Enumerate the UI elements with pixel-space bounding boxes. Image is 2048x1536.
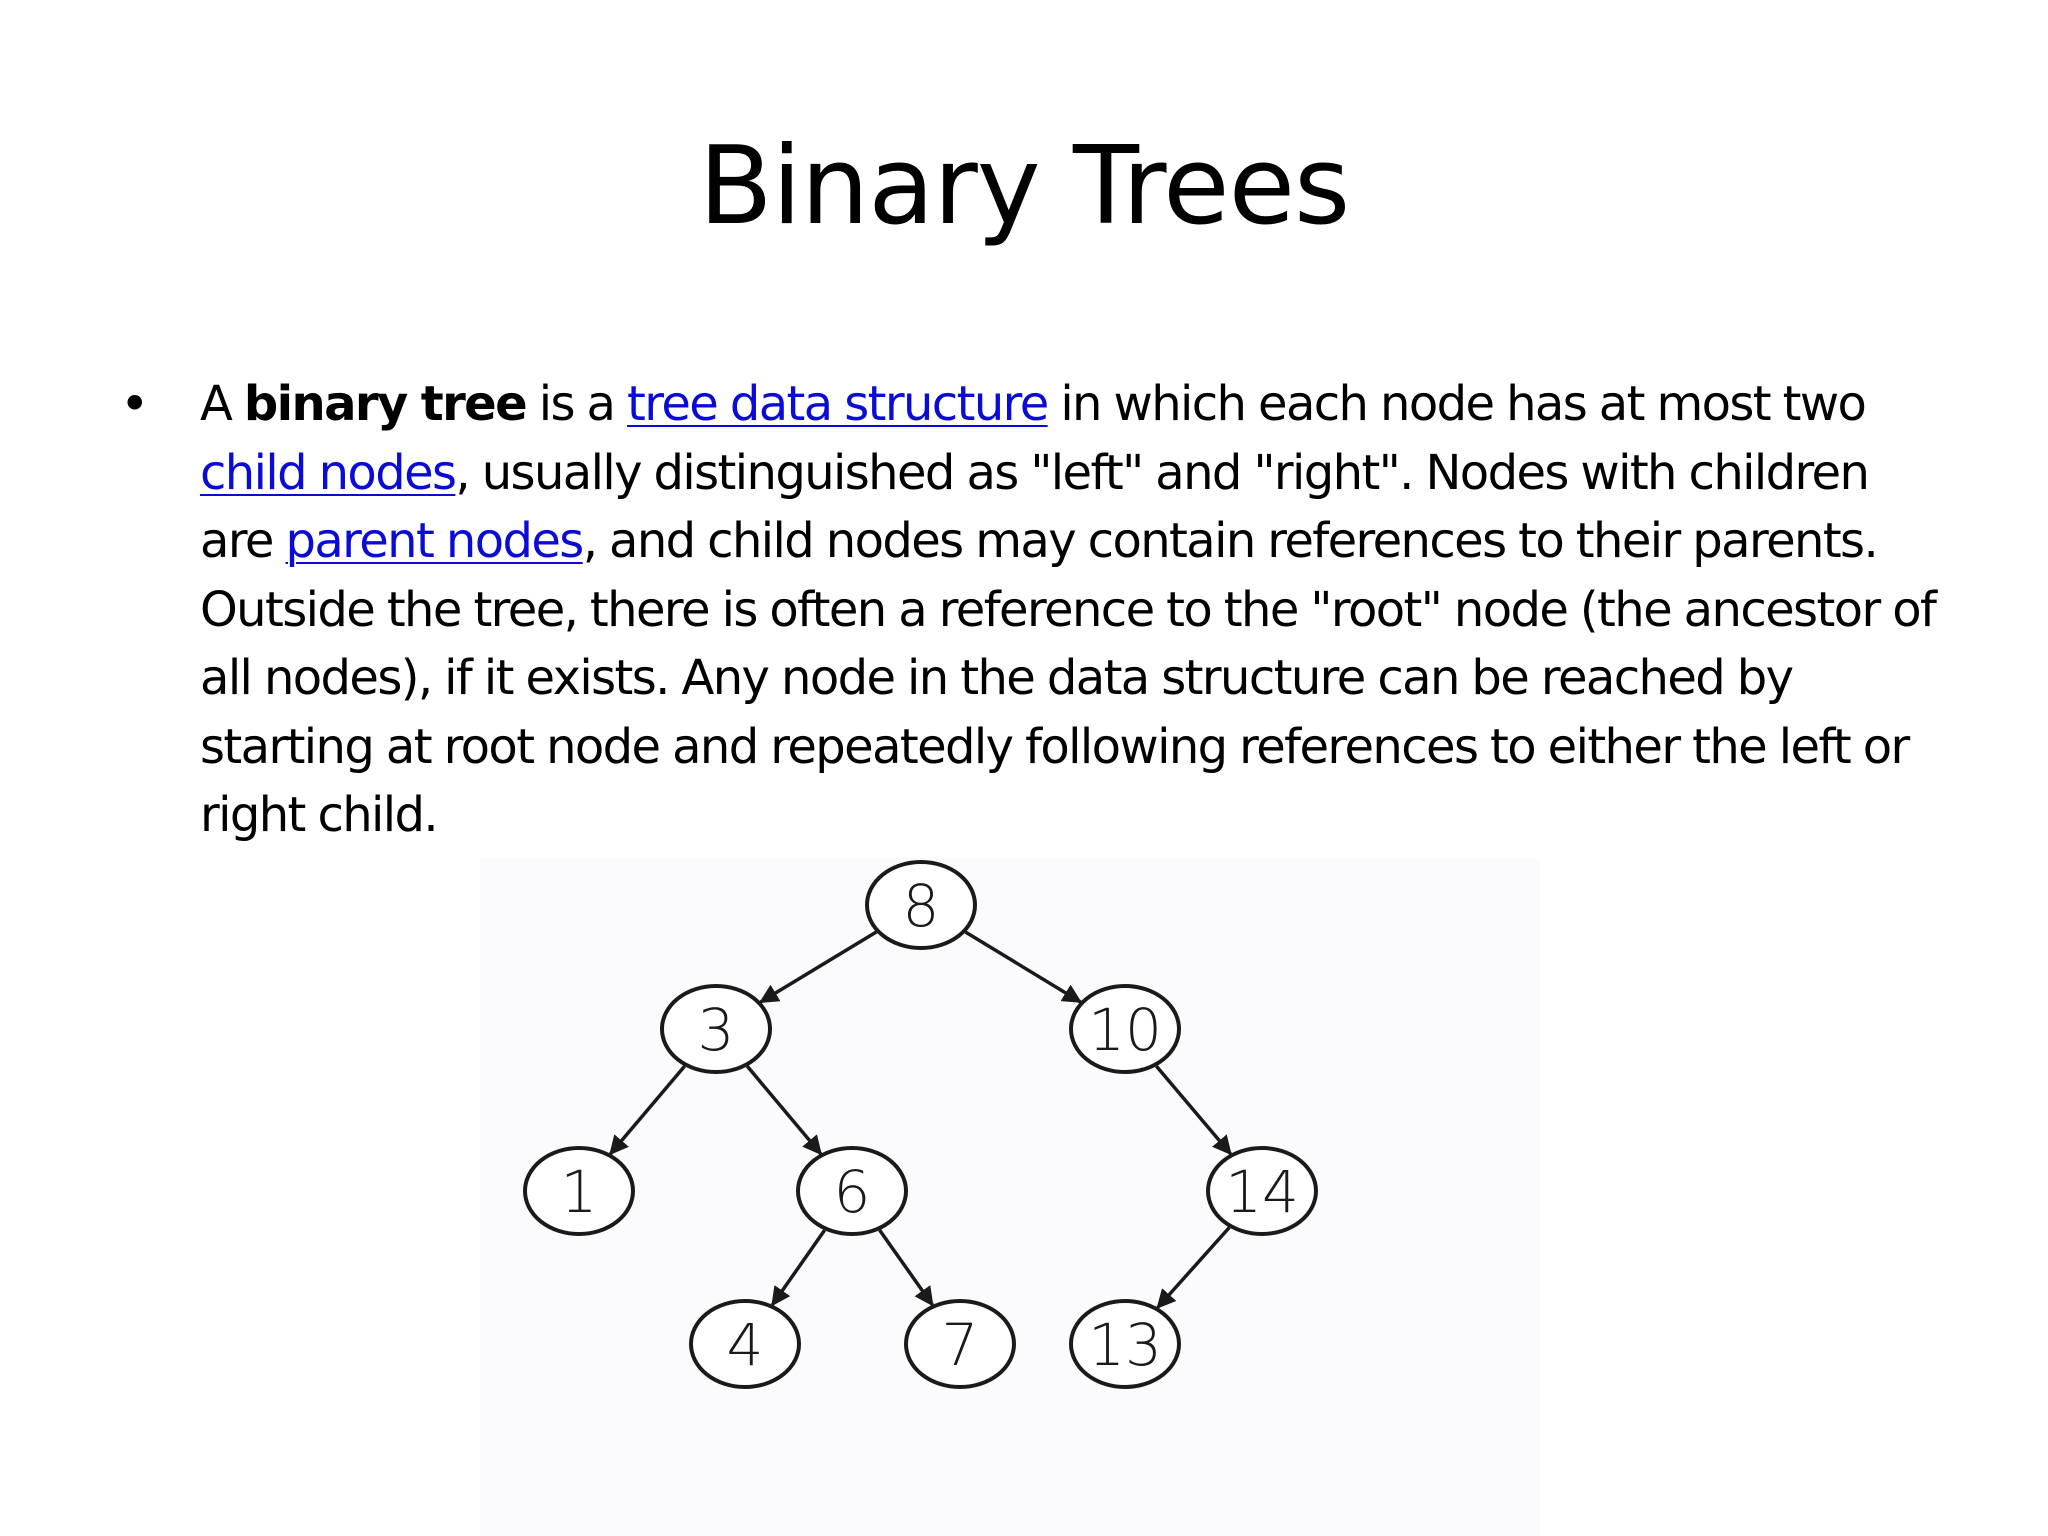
tree-node-10 (1071, 986, 1179, 1072)
tree-node-label: 13 (1088, 1311, 1162, 1379)
tree-edge-3-1 (610, 1066, 684, 1154)
bullet-paragraph (200, 370, 1950, 850)
bullet-text-1: is a (526, 376, 628, 432)
tree-node-4 (691, 1301, 799, 1387)
tree-node-label: 14 (1225, 1158, 1299, 1226)
bullet-text-3: , usually distinguished as "left" and "right". Nodes with children are (200, 444, 1869, 569)
tree-node-label: 1 (560, 1158, 598, 1226)
tree-edge-8-3 (761, 932, 877, 1002)
tree-node-label: 6 (833, 1158, 871, 1226)
tree-node-label: 4 (726, 1311, 764, 1379)
bullet-text-4: , and child nodes may contain references to their parents. Outside the tree, there is often a reference to the "root" node (the ancestor of all nodes), if it exists. Any node in the data structure can be reached by starting at root node and repeatedly following references to either the left or right child. (200, 513, 1936, 843)
tree-node-label: 8 (902, 872, 940, 940)
tree-edge-8-10 (966, 932, 1081, 1002)
bullet-text-2: in which each node has at most two (1047, 376, 1866, 432)
link-tree-data-structure[interactable]: tree data structure (627, 376, 1048, 432)
tree-edge-6-4 (772, 1230, 824, 1305)
binary-tree-diagram (480, 858, 1540, 1536)
tree-node-label: 3 (697, 996, 735, 1064)
tree-node-14 (1208, 1148, 1316, 1234)
tree-node-label: 7 (941, 1311, 979, 1379)
tree-node-1 (525, 1148, 633, 1234)
bullet-icon: • (120, 375, 150, 433)
binary-tree-svg (480, 858, 1540, 1536)
tree-node-13 (1071, 1301, 1179, 1387)
tree-node-7 (906, 1301, 1014, 1387)
tree-node-8 (867, 862, 975, 948)
tree-node-3 (662, 986, 770, 1072)
link-child-nodes[interactable]: child nodes (200, 444, 456, 501)
tree-edge-14-13 (1158, 1228, 1230, 1308)
tree-edge-10-14 (1156, 1066, 1230, 1154)
tree-node-6 (798, 1148, 906, 1234)
link-parent-nodes[interactable]: parent nodes (285, 513, 583, 569)
tree-edge-6-7 (880, 1230, 933, 1305)
tree-edge-3-6 (747, 1066, 820, 1153)
tree-node-label: 10 (1088, 996, 1162, 1064)
slide-title: Binary Trees (698, 124, 1350, 249)
bullet-intro: A (200, 376, 244, 432)
term-binary-tree: binary tree (243, 376, 527, 432)
